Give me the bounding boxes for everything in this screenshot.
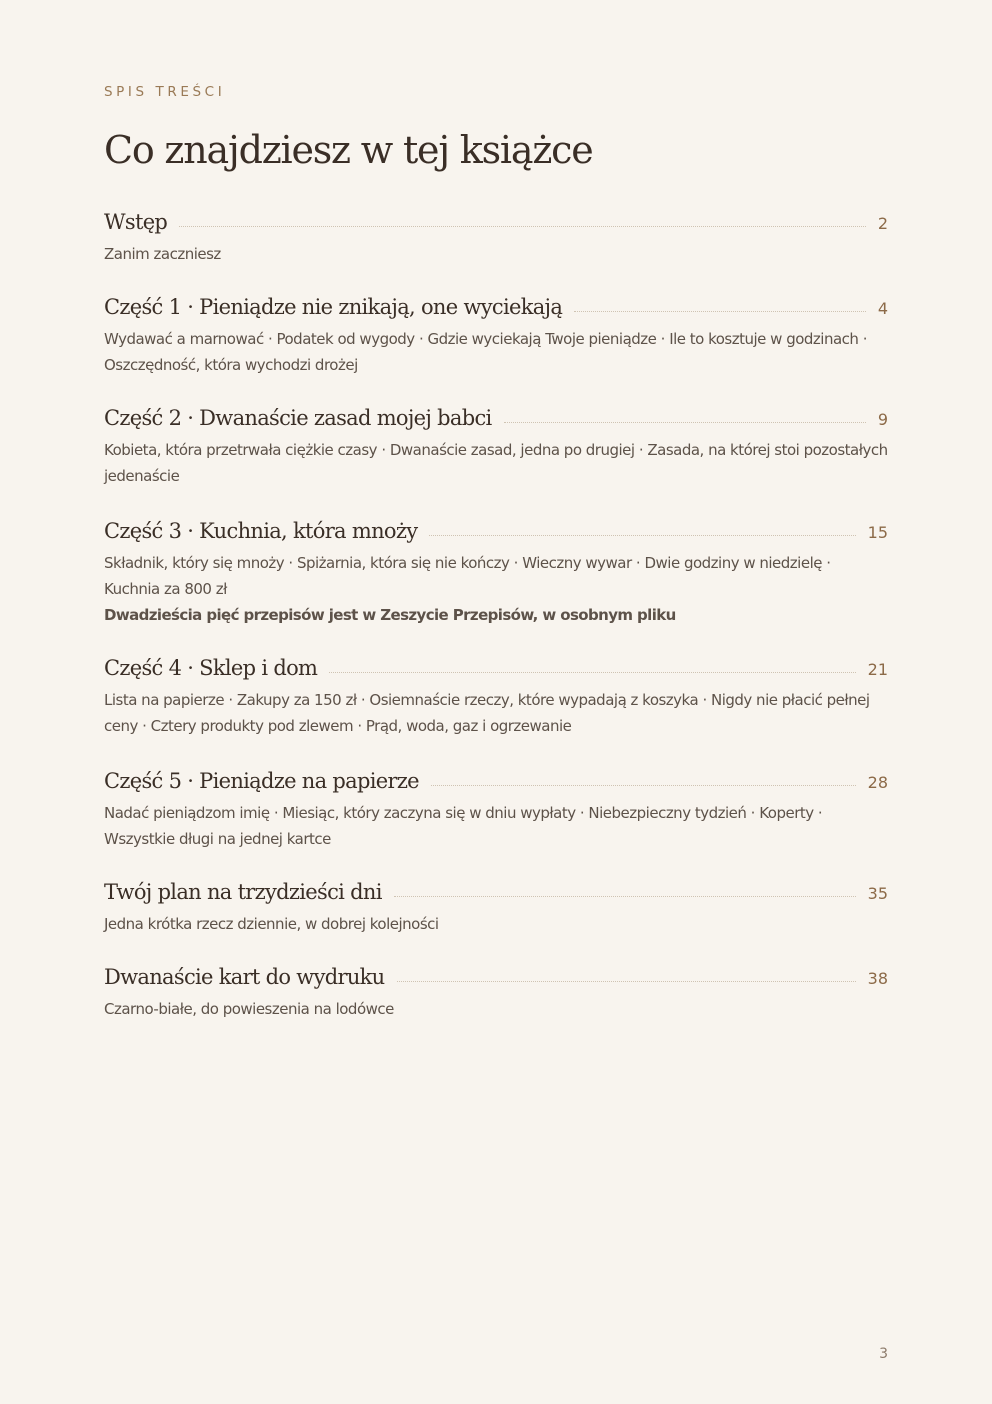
toc-entry-title: Część 1 · Pieniądze nie znikają, one wyciekają [104, 295, 563, 319]
toc-entry-title: Część 4 · Sklep i dom [104, 656, 318, 680]
dot-leader [394, 896, 856, 897]
toc-entry-printable-cards[interactable] [104, 962, 888, 1022]
toc-page-number: 4 [877, 299, 888, 318]
dot-leader [329, 672, 855, 673]
page-number: 3 [879, 1346, 888, 1362]
toc-page-number: 35 [867, 884, 888, 903]
toc-entry-heading [104, 962, 888, 992]
toc-entry-title: Część 3 · Kuchnia, która mnoży [104, 519, 418, 543]
toc-page-number: 21 [867, 660, 888, 679]
toc-entry-title: Część 2 · Dwanaście zasad mojej babci [104, 406, 492, 430]
toc-page-number: 2 [877, 214, 888, 233]
toc-entry-title: Twój plan na trzydzieści dni [104, 880, 382, 904]
toc-entry-intro[interactable] [104, 207, 888, 267]
toc-entry-subtitle: Wydawać a marnować · Podatek od wygody · Gdzie wyciekają Twoje pieniądze · Ile to kosztuje w godzinach · Oszczędność, która wychodzi drożej [104, 330, 867, 374]
toc-entry-thirty-day-plan[interactable] [104, 877, 888, 937]
toc-entry-heading [104, 207, 888, 237]
toc-entry-title: Część 5 · Pieniądze na papierze [104, 769, 419, 793]
dot-leader [179, 226, 866, 227]
toc-entry-heading [104, 877, 888, 907]
toc-entry-title: Dwanaście kart do wydruku [104, 965, 385, 989]
toc-entry-part-4[interactable] [104, 653, 888, 739]
page-title: Co znajdziesz w tej książce [104, 128, 593, 172]
dot-leader [504, 422, 866, 423]
dot-leader [574, 311, 866, 312]
toc-entry-subtitle: Czarno-białe, do powieszenia na lodówce [104, 1000, 394, 1018]
toc-entry-note: Dwadzieścia pięć przepisów jest w Zeszycie Przepisów, w osobnym pliku [104, 606, 676, 624]
toc-entry-subtitle: Jedna krótka rzecz dziennie, w dobrej kolejności [104, 915, 439, 933]
toc-entry-heading [104, 516, 888, 546]
toc-entry-heading [104, 403, 888, 433]
toc-page-number: 38 [867, 969, 888, 988]
toc-entry-part-5[interactable] [104, 766, 888, 852]
toc-entry-subtitle: Nadać pieniądzom imię · Miesiąc, który zaczyna się w dniu wypłaty · Niebezpieczny tydzień · Koperty · Wszystkie długi na jednej kartce [104, 804, 823, 848]
toc-entry-subtitle: Lista na papierze · Zakupy za 150 zł · Osiemnaście rzeczy, które wypadają z koszyka · Nigdy nie płacić pełnej ceny · Cztery produkty pod zlewem · Prąd, woda, gaz i ogrzewanie [104, 691, 870, 735]
toc-page-number: 15 [867, 523, 888, 542]
toc-entry-heading [104, 292, 888, 322]
toc-entry-part-3[interactable] [104, 516, 888, 628]
toc-entry-part-2[interactable] [104, 403, 888, 489]
toc-entry-subtitle: Składnik, który się mnoży · Spiżarnia, która się nie kończy · Wieczny wywar · Dwie godziny w niedzielę · Kuchnia za 800 zł [104, 554, 831, 598]
toc-entry-subtitle: Zanim zaczniesz [104, 245, 221, 263]
toc-page-number: 28 [867, 773, 888, 792]
dot-leader [429, 535, 855, 536]
toc-entry-subtitle: Kobieta, która przetrwała ciężkie czasy · Dwanaście zasad, jedna po drugiej · Zasada, na której stoi pozostałych jedenaście [104, 441, 888, 485]
dot-leader [431, 785, 856, 786]
toc-entry-part-1[interactable] [104, 292, 888, 378]
section-label: SPIS TREŚCI [104, 84, 226, 100]
dot-leader [397, 981, 856, 982]
toc-entry-heading [104, 653, 888, 683]
toc-page-number: 9 [877, 410, 888, 429]
toc-entry-title: Wstęp [104, 210, 168, 234]
toc-entry-heading [104, 766, 888, 796]
